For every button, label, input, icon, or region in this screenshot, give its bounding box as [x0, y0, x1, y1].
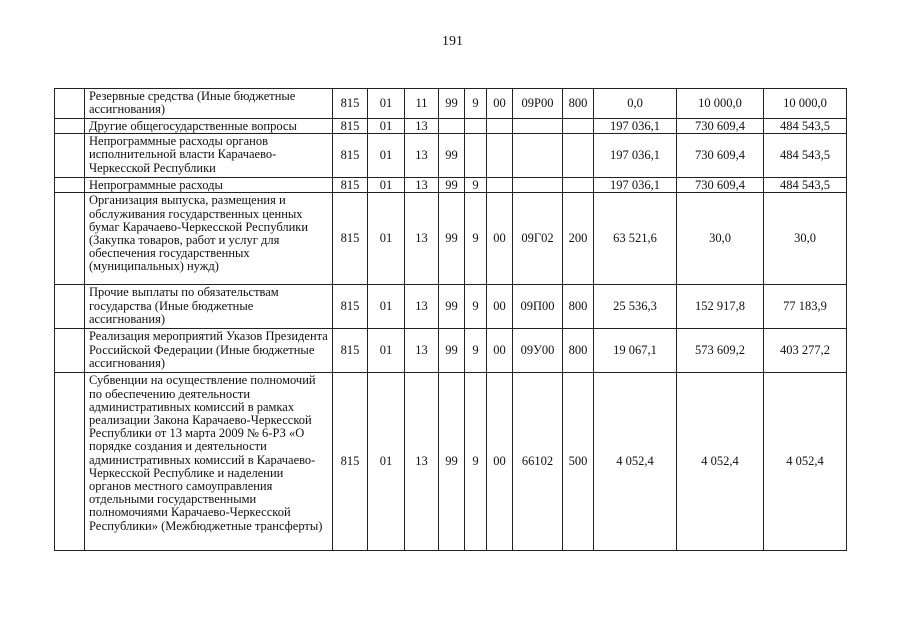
amount-year-2-cell: 10 000,0 — [677, 89, 764, 119]
target-code-4-cell: 09Г02 — [513, 193, 563, 285]
target-code-2-cell: 9 — [465, 193, 487, 285]
description-cell: Непрограммные расходы — [85, 178, 333, 193]
target-code-4-cell: 09У00 — [513, 329, 563, 373]
target-code-1-cell: 99 — [439, 329, 465, 373]
target-code-3-cell: 00 — [487, 193, 513, 285]
row-number-cell — [55, 119, 85, 134]
target-code-2-cell — [465, 119, 487, 134]
table-row — [55, 373, 847, 551]
section-cell: 01 — [368, 134, 405, 178]
row-number-cell — [55, 89, 85, 119]
target-code-3-cell — [487, 119, 513, 134]
target-code-1-cell: 99 — [439, 193, 465, 285]
ved-cell: 815 — [333, 329, 368, 373]
target-code-1-cell: 99 — [439, 178, 465, 193]
target-code-2-cell: 9 — [465, 178, 487, 193]
subsection-cell: 11 — [405, 89, 439, 119]
ved-cell: 815 — [333, 285, 368, 329]
section-cell: 01 — [368, 329, 405, 373]
subsection-cell: 13 — [405, 193, 439, 285]
target-code-1-cell: 99 — [439, 373, 465, 551]
ved-cell: 815 — [333, 193, 368, 285]
amount-year-1-cell: 4 052,4 — [594, 373, 677, 551]
page-number: 191 — [442, 34, 463, 49]
target-code-4-cell: 09Р00 — [513, 89, 563, 119]
target-code-3-cell: 00 — [487, 285, 513, 329]
amount-year-3-cell: 484 543,5 — [764, 119, 847, 134]
table-row — [55, 178, 847, 193]
amount-year-3-cell: 77 183,9 — [764, 285, 847, 329]
expense-type-cell — [563, 134, 594, 178]
amount-year-3-cell: 4 052,4 — [764, 373, 847, 551]
ved-cell: 815 — [333, 119, 368, 134]
description-cell: Резервные средства (Иные бюджетные ассигнования) — [85, 89, 333, 119]
amount-year-1-cell: 63 521,6 — [594, 193, 677, 285]
amount-year-1-cell: 197 036,1 — [594, 134, 677, 178]
expense-type-cell — [563, 178, 594, 193]
row-number-cell — [55, 285, 85, 329]
description-cell: Другие общегосударственные вопросы — [85, 119, 333, 134]
target-code-4-cell: 09П00 — [513, 285, 563, 329]
amount-year-2-cell: 730 609,4 — [677, 119, 764, 134]
target-code-4-cell — [513, 134, 563, 178]
description-cell: Организация выпуска, размещения и обслуживания государственных ценных бумаг Карачаево-Черкесской Республики (Закупка товаров, работ и услуг для обеспечения государственных (муниципальных) нужд) — [85, 193, 333, 285]
target-code-1-cell: 99 — [439, 134, 465, 178]
target-code-2-cell: 9 — [465, 89, 487, 119]
amount-year-2-cell: 730 609,4 — [677, 178, 764, 193]
subsection-cell: 13 — [405, 285, 439, 329]
subsection-cell: 13 — [405, 119, 439, 134]
budget-table — [54, 88, 847, 551]
target-code-3-cell: 00 — [487, 89, 513, 119]
description-cell: Непрограммные расходы органов исполнительной власти Карачаево-Черкесской Республики — [85, 134, 333, 178]
amount-year-1-cell: 19 067,1 — [594, 329, 677, 373]
amount-year-1-cell: 197 036,1 — [594, 119, 677, 134]
amount-year-2-cell: 730 609,4 — [677, 134, 764, 178]
subsection-cell: 13 — [405, 178, 439, 193]
row-number-cell — [55, 373, 85, 551]
ved-cell: 815 — [333, 178, 368, 193]
expense-type-cell: 800 — [563, 89, 594, 119]
target-code-4-cell: 66102 — [513, 373, 563, 551]
target-code-3-cell — [487, 134, 513, 178]
target-code-2-cell: 9 — [465, 373, 487, 551]
section-cell: 01 — [368, 119, 405, 134]
amount-year-3-cell: 30,0 — [764, 193, 847, 285]
section-cell: 01 — [368, 178, 405, 193]
expense-type-cell: 800 — [563, 285, 594, 329]
ved-cell: 815 — [333, 134, 368, 178]
target-code-2-cell: 9 — [465, 285, 487, 329]
target-code-1-cell: 99 — [439, 285, 465, 329]
expense-type-cell: 800 — [563, 329, 594, 373]
description-cell: Прочие выплаты по обязательствам государства (Иные бюджетные ассигнования) — [85, 285, 333, 329]
target-code-3-cell: 00 — [487, 329, 513, 373]
amount-year-1-cell: 0,0 — [594, 89, 677, 119]
target-code-2-cell: 9 — [465, 329, 487, 373]
target-code-1-cell: 99 — [439, 89, 465, 119]
amount-year-2-cell: 152 917,8 — [677, 285, 764, 329]
amount-year-1-cell: 25 536,3 — [594, 285, 677, 329]
description-cell: Реализация мероприятий Указов Президента Российской Федерации (Иные бюджетные ассигнования) — [85, 329, 333, 373]
expense-type-cell: 500 — [563, 373, 594, 551]
section-cell: 01 — [368, 285, 405, 329]
subsection-cell: 13 — [405, 329, 439, 373]
row-number-cell — [55, 178, 85, 193]
target-code-4-cell — [513, 119, 563, 134]
subsection-cell: 13 — [405, 373, 439, 551]
expense-type-cell: 200 — [563, 193, 594, 285]
row-number-cell — [55, 193, 85, 285]
amount-year-1-cell: 197 036,1 — [594, 178, 677, 193]
section-cell: 01 — [368, 373, 405, 551]
amount-year-3-cell: 403 277,2 — [764, 329, 847, 373]
row-number-cell — [55, 329, 85, 373]
target-code-3-cell: 00 — [487, 373, 513, 551]
subsection-cell: 13 — [405, 134, 439, 178]
amount-year-2-cell: 4 052,4 — [677, 373, 764, 551]
target-code-1-cell — [439, 119, 465, 134]
target-code-4-cell — [513, 178, 563, 193]
section-cell: 01 — [368, 89, 405, 119]
table-row — [55, 329, 847, 373]
amount-year-3-cell: 10 000,0 — [764, 89, 847, 119]
target-code-2-cell — [465, 134, 487, 178]
table-row — [55, 134, 847, 178]
section-cell: 01 — [368, 193, 405, 285]
amount-year-3-cell: 484 543,5 — [764, 134, 847, 178]
amount-year-3-cell: 484 543,5 — [764, 178, 847, 193]
ved-cell: 815 — [333, 373, 368, 551]
table-row — [55, 193, 847, 285]
description-cell: Субвенции на осуществление полномочий по обеспечению деятельности административных комиссий в рамках реализации Закона Карачаево-Черкесской Республики от 13 марта 2009 № 6-РЗ «О порядке создания и деятельности административных комиссий в Карачаево-Черкесской Республике и наделении органов местного самоуправления отдельными государственными полномочиями Карачаево-Черкесской Республики» (Межбюджетные трансферты) — [85, 373, 333, 551]
table-row — [55, 89, 847, 119]
target-code-3-cell — [487, 178, 513, 193]
amount-year-2-cell: 573 609,2 — [677, 329, 764, 373]
expense-type-cell — [563, 119, 594, 134]
amount-year-2-cell: 30,0 — [677, 193, 764, 285]
row-number-cell — [55, 134, 85, 178]
table-row — [55, 119, 847, 134]
ved-cell: 815 — [333, 89, 368, 119]
table-row — [55, 285, 847, 329]
